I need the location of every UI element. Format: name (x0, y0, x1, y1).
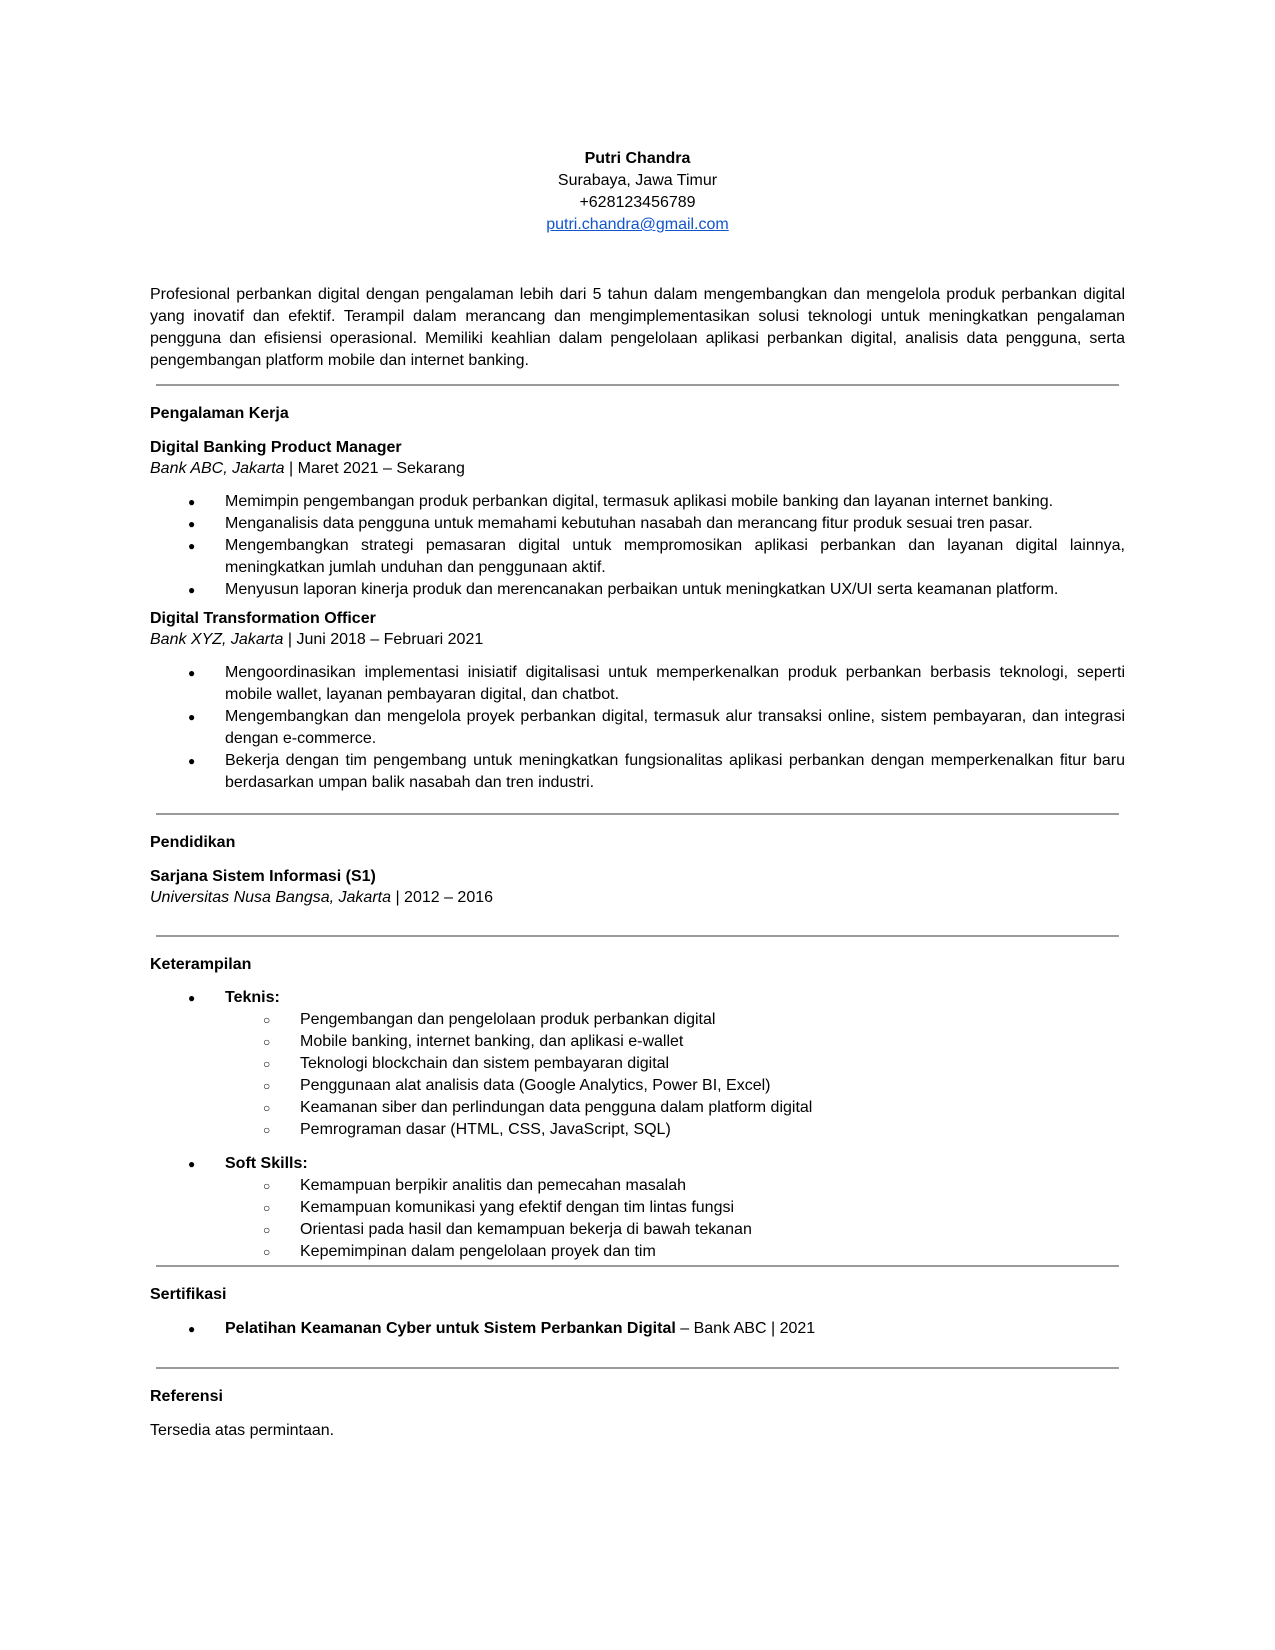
experience-heading: Pengalaman Kerja (150, 405, 289, 422)
education-period: | 2012 – 2016 (391, 889, 494, 906)
list-item: ○ Mobile banking, internet banking, dan aplikasi e-wallet (225, 1031, 1125, 1053)
resume-header (0, 148, 1275, 236)
list-item: ● Mengembangkan strategi pemasaran digital untuk mempromosikan aplikasi perbankan dan layanan digital lainnya, meningkatkan jumlah unduhan dan penggunaan aktif. (150, 535, 1125, 579)
list-item: ○ Kemampuan berpikir analitis dan pemecahan masalah (225, 1175, 1125, 1197)
job-organization: Bank XYZ, Jakarta (150, 631, 284, 648)
candidate-name: Putri Chandra (584, 150, 691, 167)
list-item: ○ Kemampuan komunikasi yang efektif dengan tim lintas fungsi (225, 1197, 1125, 1219)
list-item: ○ Orientasi pada hasil dan kemampuan bekerja di bawah tekanan (225, 1219, 1125, 1241)
list-item (150, 1318, 1125, 1340)
candidate-phone: +628123456789 (579, 194, 696, 211)
education-meta (150, 887, 493, 909)
skill-group-label: Soft Skills: (225, 1155, 308, 1172)
list-item: ● Menyusun laporan kinerja produk dan merencanakan perbaikan untuk meningkatkan UX/UI serta keamanan platform. (150, 579, 1125, 601)
skill-group-label: Teknis: (225, 989, 280, 1006)
references-heading: Referensi (150, 1388, 223, 1405)
job-meta (150, 629, 483, 651)
skills-heading: Keterampilan (150, 956, 252, 973)
professional-summary: Profesional perbankan digital dengan pengalaman lebih dari 5 tahun dalam mengembangkan dan mengelola produk perbankan digital yang inovatif dan efektif. Terampil dalam merancang dan mengimplementasikan solusi teknologi untuk meningkatkan pengalaman pengguna dan efisiensi operasional. Memiliki keahlian dalam pengelolaan aplikasi perbankan digital, analisis data pengguna, serta pengembangan platform mobile dan internet banking. (150, 286, 1125, 369)
section-divider (156, 1265, 1119, 1267)
list-item: ○ Penggunaan alat analisis data (Google Analytics, Power BI, Excel) (225, 1075, 1125, 1097)
skill-group (150, 1153, 1125, 1263)
list-item: ● Bekerja dengan tim pengembang untuk meningkatkan fungsionalitas aplikasi perbankan dengan memperkenalkan fitur baru berdasarkan umpan balik nasabah dan tren industri. (150, 750, 1125, 794)
section-divider (156, 1367, 1119, 1369)
references-text: Tersedia atas permintaan. (150, 1422, 335, 1439)
job-period: | Juni 2018 – Februari 2021 (283, 631, 484, 648)
job-responsibilities (150, 662, 1125, 794)
skill-sublist (225, 1009, 1125, 1141)
school-name: Universitas Nusa Bangsa, Jakarta (150, 889, 391, 906)
certification-name: Pelatihan Keamanan Cyber untuk Sistem Perbankan Digital (225, 1320, 676, 1337)
skill-sublist (225, 1175, 1125, 1263)
list-item: ○ Keamanan siber dan perlindungan data pengguna dalam platform digital (225, 1097, 1125, 1119)
list-item: ● Memimpin pengembangan produk perbankan digital, termasuk aplikasi mobile banking dan layanan internet banking. (150, 491, 1125, 513)
degree-title: Sarjana Sistem Informasi (S1) (150, 868, 376, 885)
skills-list (150, 987, 1125, 1263)
section-divider (156, 813, 1119, 815)
job-responsibilities (150, 491, 1125, 601)
certification-detail: – Bank ABC | 2021 (675, 1320, 816, 1337)
job-period: | Maret 2021 – Sekarang (284, 460, 465, 477)
list-item: ○ Pemrograman dasar (HTML, CSS, JavaScript, SQL) (225, 1119, 1125, 1141)
list-item: ● Mengembangkan dan mengelola proyek perbankan digital, termasuk alur transaksi online, sistem pembayaran, dan integrasi dengan e-commerce. (150, 706, 1125, 750)
list-item: ● Menganalisis data pengguna untuk memahami kebutuhan nasabah dan merancang fitur produk sesuai tren pasar. (150, 513, 1125, 535)
list-item: ○ Kepemimpinan dalam pengelolaan proyek dan tim (225, 1241, 1125, 1263)
certification-heading: Sertifikasi (150, 1286, 227, 1303)
job-title: Digital Banking Product Manager (150, 439, 402, 456)
candidate-location: Surabaya, Jawa Timur (557, 172, 718, 189)
skill-group (150, 987, 1125, 1141)
section-divider (156, 935, 1119, 937)
list-item: ○ Pengembangan dan pengelolaan produk perbankan digital (225, 1009, 1125, 1031)
education-heading: Pendidikan (150, 834, 236, 851)
list-item: ○ Teknologi blockchain dan sistem pembayaran digital (225, 1053, 1125, 1075)
certification-list (150, 1318, 1125, 1340)
job-organization: Bank ABC, Jakarta (150, 460, 285, 477)
section-divider (156, 384, 1119, 386)
list-item: ● Mengoordinasikan implementasi inisiatif digitalisasi untuk memperkenalkan produk perbankan berbasis teknologi, seperti mobile wallet, layanan pembayaran digital, dan chatbot. (150, 662, 1125, 706)
candidate-email-link[interactable]: putri.chandra@gmail.com (546, 216, 729, 233)
job-meta (150, 458, 465, 480)
job-title: Digital Transformation Officer (150, 610, 376, 627)
